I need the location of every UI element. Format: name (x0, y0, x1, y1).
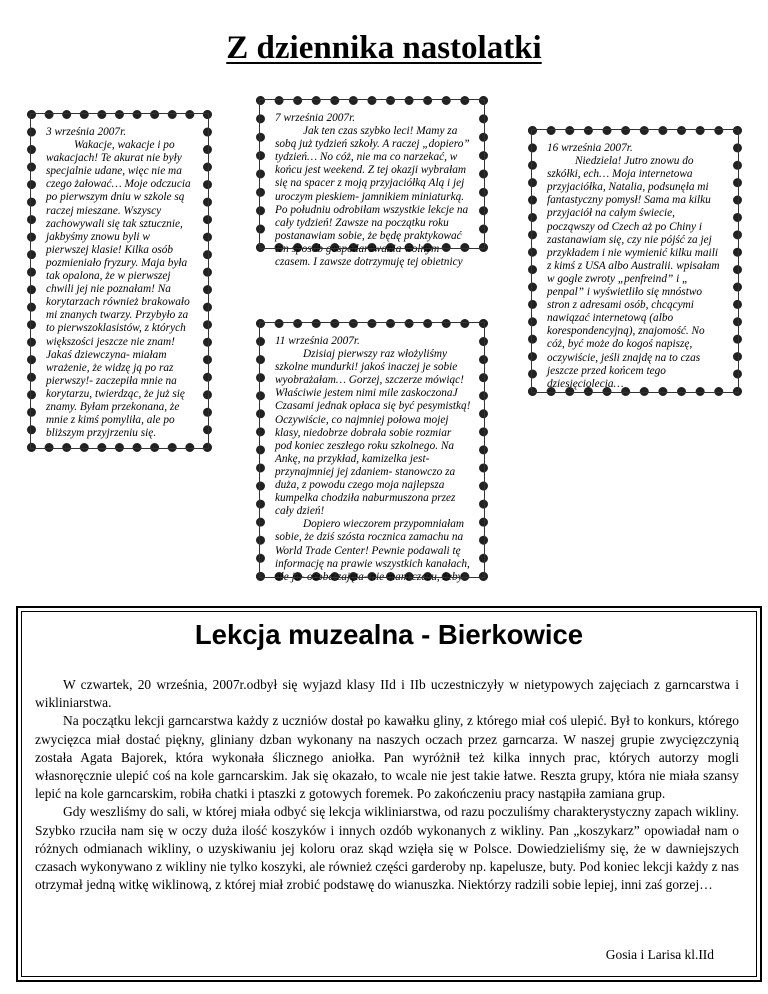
entry-text: Dopiero wieczorem przypomniałam sobie, że dziś szósta rocznica zamachu na World Trade Center! Pewnie podawali tę informację na prawie wszystkich kanałach, ale ja- osoba zajęta- nie mam czasu, żeby (275, 518, 470, 583)
entry-text: Dzisiaj pierwszy raz włożyliśmy szkolne mundurki! jakoś inaczej je sobie wyobrażałam… Gorzej, szczerze mówiąc! Właściwie jestem nimi mile zaskoczonaJ Czasami jednak opłaca się być pesymistką! Oczywiście, co najmniej połowa mojej klasy, niedobrze dobrała sobie rozmiar pod koniec zeszłego roku szkolnego. Na Ankę, na przykład, kamizelka jest- przynajmniej jej zdaniem- stanowczo za duża, z powodu czego moja najlepsza kumpelka chodziła naburmuszona przez cały dzień! (275, 348, 471, 518)
diary-entry-sept-7 (256, 96, 488, 269)
entry-date: 11 września 2007r. (275, 335, 360, 347)
article-box (16, 606, 762, 982)
article-body (35, 676, 739, 894)
entry-text: Jak ten czas szybko leci! Mamy za sobą już tydzień szkoły. A raczej „dopiero” tydzień… No cóż, nie ma co narzekać, w końcu jest weekend. Z tej okazji wybrałam się na spacer z moją przyjaciółką Alą i jej uroczym pieskiem- jamnikiem miniaturką. Po południu odrobiłam wszystkie lekcje na cały tydzień! Zawsze na początku roku postanawiam sobie, że będę praktykować ten sposób gospodarowania wolnym czasem. I zawsze dotrzymuję tej obietnicy (275, 125, 470, 269)
article-title: Lekcja muzealna - Bierkowice (194, 619, 584, 650)
entry-date: 16 września 2007r. (547, 142, 633, 154)
diary-entry-sept-3 (27, 110, 212, 452)
article-paragraph: Na początku lekcji garncarstwa każdy z uczniów dostał po kawałku gliny, z którego miał coś ulepić. Był to konkurs, którego zwycięzca miał dostać piękny, gliniany dzban wykonany na naszych oczach przez garncarza. W naszej grupie zwycięzczynią została Agata Bajorek, która wykonała ślicznego aniołka. Pan wyróżnił też kilka innych prac, których autorzy mogli własnoręcznie ulepić coś na kole garncarskim. Jak się okazało, to wcale nie jest takie łatwe. Reszta grupy, która nie miała szansy lepić na kole garncarskim, robiła chatki i ptaszki z gotowych foremek. Po zakończeniu pracy nastąpiła zamiana grup. (35, 713, 739, 802)
entry-date: 7 września 2007r. (275, 112, 356, 124)
page-title: Z dziennika nastolatki (226, 30, 542, 66)
entry-text: Wakacje, wakacje i po wakacjach! Te akurat nie były specjalnie udane, więc nie ma czego żałować… Moje odczucia po pierwszym dniu w szkole są raczej mieszane. Wszyscy zachowywali się tak sztucznie, jakbyśmy znowu byli w pierwszej klasie! Kilka osób pozmieniało fryzury. Maja była tak opalona, że w pierwszej chwili jej nie poznałam! Na korytarzach również brakowało mi znanych twarzy. Przybyło za to pierwszoklasistów, z których większości jeszcze nie znam! Jakaś dziewczyna- miałam wrażenie, że widzę ją po raz pierwszy!- zaczepiła mnie na korytarzu, twierdząc, że już się znamy. Byłam przekonana, że mnie z kimś pomyliła, ale po bliższym przyjrzeniu się. (46, 139, 191, 440)
article-paragraph: Gdy weszliśmy do sali, w której miała odbyć się lekcja wikliniarstwa, od razu poczuliśmy charakterystyczny zapach wikliny. Szybko rzuciła nam się w oczy duża ilość koszyków i innych ozdób wykonanych z wikliny. Pan „koszykarz” opowiadał nam o różnych odmianach wikliny, o uzyskiwaniu jej koloru oraz skąd wzięła się w Polsce. Dowiedzieliśmy się, że w dawniejszych czasach wykonywano z wikliny nie tylko koszyki, ale również części garderoby np. kapelusze, buty. Pod koniec lekcji każdy z nas otrzymał jedną witkę wiklinową, z której miał zrobić podstawę do wianuszka. Niektórzy radzili sobie lepiej, inni zaś gorzej… (35, 804, 739, 893)
entry-date: 3 września 2007r. (46, 126, 127, 138)
article-signature: Gosia i Larisa kl.IId (605, 947, 714, 962)
entry-text: Niedziela! Jutro znowu do szkółki, ech… Moja internetowa przyjaciółka, Natalia, podsunęła mi fantastyczny pomysł! Sama ma kilku przyjaciół na całym świecie, począwszy od Czech aż po Chiny i zastanawiam się, czy nie pójść za jej przykładem i nie wymienić kilku maili z kimś z USA albo Australii. wpisałam w gogle zwroty „penfreind” i „ penpal” i wyświetliło się mnóstwo stron z adresami osób, chcącymi nawiązać internetową (albo korespondencyjną), znajomość. No cóż, być może do kogoś napiszę, oczywiście, jeśli znajdę na to czas jeszcze przed końcem tego dziesięciolecia… (547, 155, 720, 390)
article-paragraph: W czwartek, 20 września, 2007r.odbył się wyjazd klasy IId i IIb uczestniczyły w nietypowych zajęciach z garncarstwa i wikliniarstwa. (35, 677, 739, 711)
diary-entry-sept-16 (528, 126, 742, 396)
diary-entry-sept-11 (256, 319, 488, 581)
